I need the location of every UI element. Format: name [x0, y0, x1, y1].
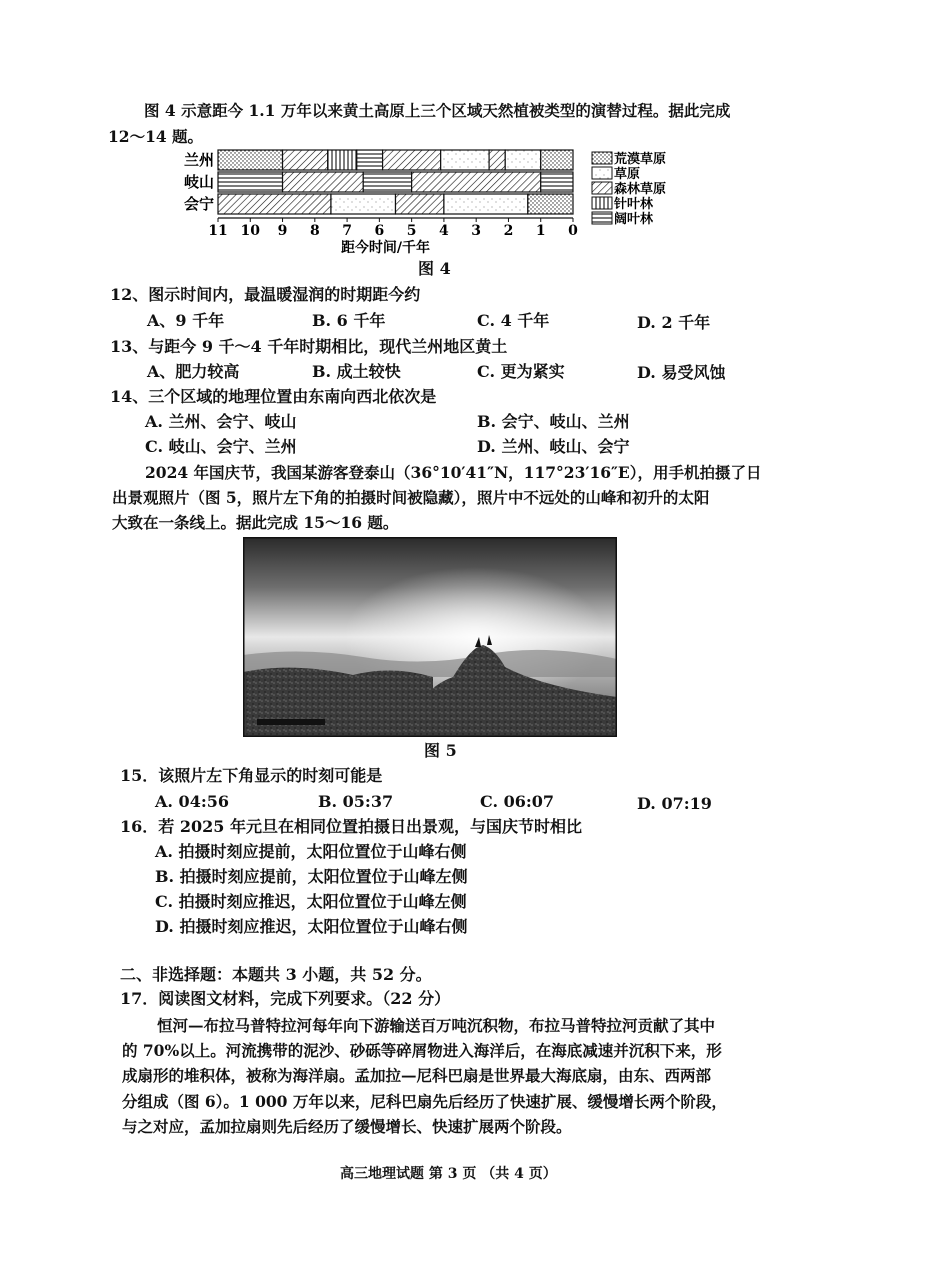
- chart-row-label: 兰州: [183, 151, 214, 169]
- legend-label-forest_steppe: 森林草原: [614, 182, 667, 197]
- q17-line-1: 恒河—布拉马普特拉河每年向下游输送百万吨沉积物，布拉马普特拉河贡献了其中: [157, 1016, 716, 1035]
- chart-segment-desert_steppe: [528, 194, 573, 214]
- chart-x-tick-label: 3: [471, 223, 482, 239]
- q16-option-c: C. 拍摄时刻应推迟，太阳位置位于山峰左侧: [155, 892, 467, 911]
- q12-stem: 12、图示时间内，最温暖湿润的时期距今约: [110, 285, 421, 304]
- figure-5-caption: 图 5: [424, 741, 457, 760]
- page-footer: 高三地理试题 第 3 页 （共 4 页）: [340, 1166, 557, 1182]
- q16-stem: 16．若 2025 年元旦在相同位置拍摄日出景观，与国庆节时相比: [120, 817, 582, 836]
- q13-option-b: B. 成土较快: [312, 362, 401, 381]
- chart-segment-steppe: [444, 194, 528, 214]
- legend-label-broadleaf: 阔叶林: [614, 212, 654, 227]
- chart-segment-forest_steppe: [283, 172, 364, 192]
- chart-segment-steppe: [331, 194, 396, 214]
- q16-option-a: A. 拍摄时刻应提前，太阳位置位于山峰右侧: [155, 842, 467, 861]
- q14-option-b: B. 会宁、岐山、兰州: [477, 412, 630, 431]
- q17-line-4: 分组成（图 6）。1 000 万年以来，尼科巴扇先后经历了快速扩展、缓慢增长两个阶段，: [122, 1092, 727, 1111]
- q15-stem: 15．该照片左下角显示的时刻可能是: [120, 766, 383, 785]
- chart-row-label: 岐山: [183, 173, 214, 191]
- chart-segment-broadleaf: [357, 150, 383, 170]
- q13-stem: 13、与距今 9 千～4 千年时期相比，现代兰州地区黄土: [110, 337, 508, 356]
- q14-option-a: A. 兰州、会宁、岐山: [145, 412, 297, 431]
- q15-option-a: A. 04:56: [155, 792, 229, 811]
- q13-option-a: A、肥力较高: [147, 362, 240, 381]
- intro-line-1: 图 4 示意距今 1.1 万年以来黄土高原上三个区域天然植被类型的演替过程。据此完成: [144, 101, 731, 120]
- passage2-line-2: 出景观照片（图 5，照片左下角的拍摄时间被隐藏），照片中不远处的山峰和初升的太阳: [112, 488, 710, 507]
- chart-row-label: 会宁: [183, 195, 214, 213]
- chart-x-tick-label: 5: [406, 223, 417, 239]
- chart-segment-coniferous: [328, 150, 357, 170]
- chart-x-tick-label: 2: [503, 223, 514, 239]
- legend-swatch-forest_steppe: [592, 182, 612, 194]
- q15-option-d: D. 07:19: [637, 794, 712, 813]
- chart-segment-forest_steppe: [396, 194, 444, 214]
- q15-option-c: C. 06:07: [480, 792, 555, 811]
- q12-option-b: B. 6 千年: [312, 311, 386, 330]
- chart-segment-forest_steppe: [218, 194, 331, 214]
- passage2-line-1: 2024 年国庆节，我国某游客登泰山（36°10′41″N，117°23′16″E），用手机拍摄了日: [145, 463, 762, 482]
- chart-segment-desert_steppe: [541, 150, 573, 170]
- passage2-line-3: 大致在一条线上。据此完成 15～16 题。: [112, 513, 399, 532]
- chart-segment-broadleaf: [541, 172, 573, 192]
- chart-segment-forest_steppe: [489, 150, 505, 170]
- q16-option-d: D. 拍摄时刻应推迟，太阳位置位于山峰右侧: [155, 917, 468, 936]
- chart-x-tick-label: 4: [439, 223, 449, 239]
- chart-segment-broadleaf: [218, 172, 283, 192]
- q17-line-5: 与之对应，孟加拉扇则先后经历了缓慢增长、快速扩展两个阶段。: [122, 1117, 572, 1136]
- chart-x-tick-label: 1: [535, 223, 546, 239]
- chart-x-tick-label: 10: [240, 223, 261, 239]
- q14-option-c: C. 岐山、会宁、兰州: [145, 437, 297, 456]
- chart-x-tick-label: 7: [342, 223, 352, 239]
- q17-line-2: 的 70%以上。河流携带的泥沙、砂砾等碎屑物进入海洋后，在海底减速并沉积下来，形: [122, 1041, 722, 1060]
- q17-line-3: 成扇形的堆积体，被称为海洋扇。孟加拉—尼科巴扇是世界最大海底扇，由东、西两部: [122, 1066, 712, 1085]
- chart-segment-broadleaf: [363, 172, 411, 192]
- chart-x-tick-label: 0: [568, 223, 578, 239]
- chart-x-tick-label: 9: [277, 223, 288, 239]
- legend-label-desert_steppe: 荒漠草原: [614, 152, 667, 167]
- chart-x-tick-label: 8: [309, 223, 320, 239]
- q12-option-a: A、9 千年: [147, 311, 225, 330]
- chart-segment-desert_steppe: [218, 150, 283, 170]
- legend-swatch-broadleaf: [592, 212, 612, 224]
- legend-swatch-steppe: [592, 167, 612, 179]
- legend-swatch-coniferous: [592, 197, 612, 209]
- q17-stem: 17．阅读图文材料，完成下列要求。（22 分）: [120, 989, 451, 1008]
- chart-x-axis-label: 距今时间/千年: [340, 240, 431, 256]
- chart-x-tick-label: 11: [208, 223, 228, 239]
- chart-segment-forest_steppe: [412, 172, 541, 192]
- legend-swatch-desert_steppe: [592, 152, 612, 164]
- q12-option-d: D. 2 千年: [637, 313, 711, 332]
- legend-label-coniferous: 针叶林: [614, 197, 654, 212]
- q13-option-c: C. 更为紧实: [477, 362, 565, 381]
- chart-segment-steppe: [441, 150, 489, 170]
- figure-5-photo: [243, 537, 617, 737]
- q15-option-b: B. 05:37: [318, 792, 394, 811]
- q13-option-d: D. 易受风蚀: [637, 363, 726, 382]
- chart-segment-steppe: [505, 150, 541, 170]
- q14-option-d: D. 兰州、岐山、会宁: [477, 437, 630, 456]
- intro-line-2: 12～14 题。: [108, 127, 204, 146]
- q16-option-b: B. 拍摄时刻应提前，太阳位置位于山峰左侧: [155, 867, 468, 886]
- section-2-heading: 二、非选择题：本题共 3 小题，共 52 分。: [120, 965, 432, 984]
- chart-segment-forest_steppe: [383, 150, 441, 170]
- q14-stem: 14、三个区域的地理位置由东南向西北依次是: [110, 387, 437, 406]
- legend-label-steppe: 草原: [614, 167, 641, 182]
- chart-segment-forest_steppe: [283, 150, 328, 170]
- figure-4-caption: 图 4: [418, 259, 451, 278]
- q12-option-c: C. 4 千年: [477, 311, 550, 330]
- chart-x-tick-label: 6: [374, 223, 385, 239]
